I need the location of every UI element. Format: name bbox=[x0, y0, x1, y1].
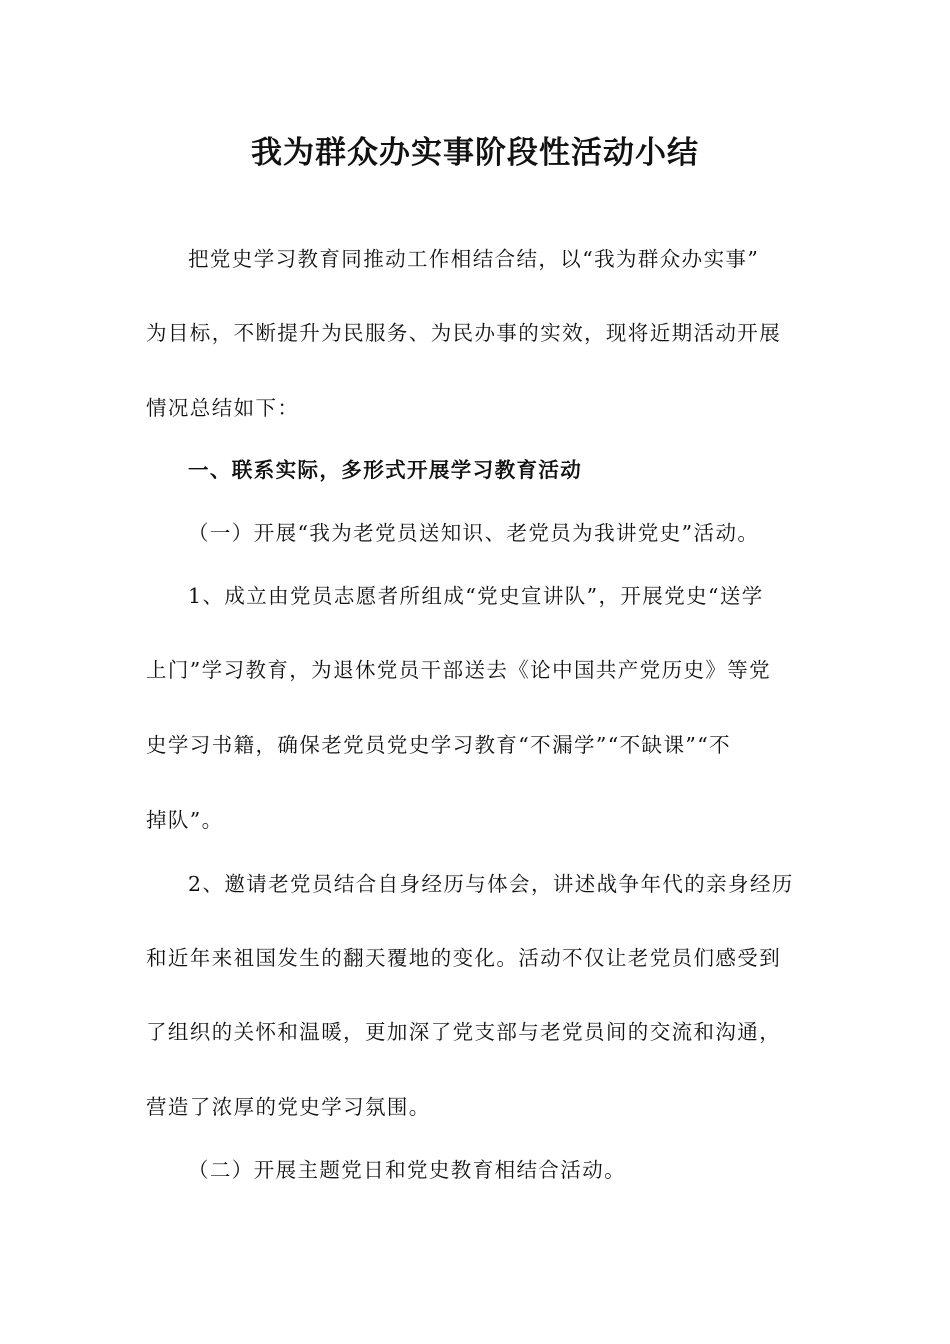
intro-line-3: 情况总结如下： bbox=[146, 396, 300, 420]
section-heading-1: 一、联系实际，多形式开展学习教育活动 bbox=[188, 458, 583, 482]
item-1-line-1: 1、成立由党员志愿者所组成“党史宣讲队”，开展党史“送学 bbox=[188, 584, 764, 608]
item-2-line-3: 了组织的关怀和温暖，更加深了党支部与老党员间的交流和沟通， bbox=[146, 1020, 782, 1044]
item-2-line-2: 和近年来祖国发生的翻天覆地的变化。活动不仅让老党员们感受到 bbox=[146, 946, 782, 970]
document-title: 我为群众办实事阶段性活动小结 bbox=[251, 135, 699, 171]
intro-line-1: 把党史学习教育同推动工作相结合结，以“我为群众办实事” bbox=[188, 247, 760, 271]
item-1-line-3: 史学习书籍，确保老党员党史学习教育“不漏学”“不缺课”“不 bbox=[146, 733, 731, 757]
item-2-line-4: 营造了浓厚的党史学习氛围。 bbox=[146, 1095, 431, 1119]
subsection-heading-1: （一）开展“我为老党员送知识、老党员为我讲党史”活动。 bbox=[188, 521, 760, 545]
item-2-line-1: 2、邀请老党员结合自身经历与体会，讲述战争年代的亲身经历 bbox=[188, 872, 794, 896]
subsection-heading-2: （二）开展主题党日和党史教育相结合活动。 bbox=[188, 1158, 626, 1182]
item-1-line-2: 上门”学习教育，为退休党员干部送去《论中国共产党历史》等党 bbox=[146, 658, 772, 682]
intro-line-2: 为目标，不断提升为民服务、为民办事的实效，现将近期活动开展 bbox=[146, 321, 782, 345]
item-1-line-4: 掉队”。 bbox=[146, 808, 224, 832]
